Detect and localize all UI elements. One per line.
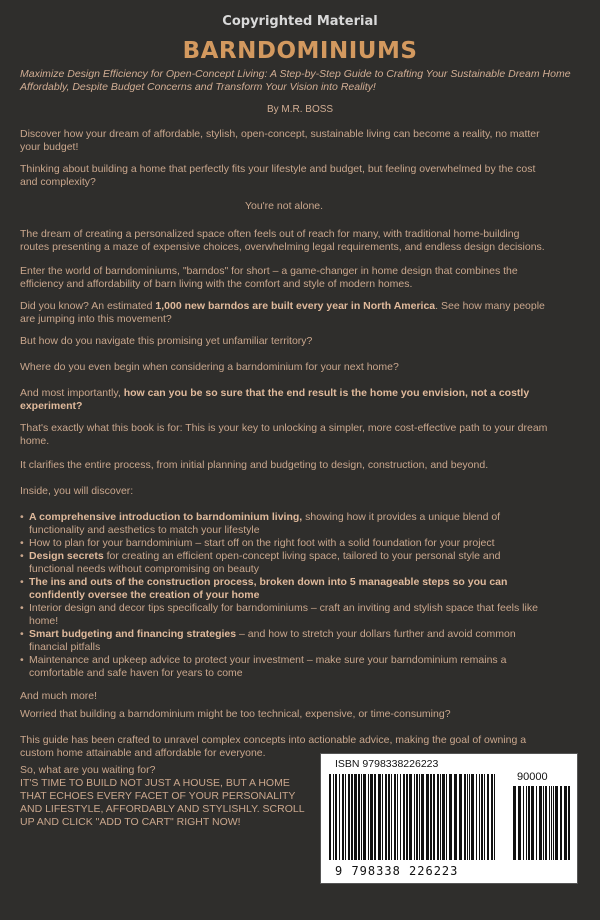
paragraph: But how do you navigate this promising yet unfamiliar territory? xyxy=(20,335,313,347)
paragraph: So, what are you waiting for? xyxy=(20,764,156,776)
isbn-label: ISBN 9798338226223 xyxy=(335,758,439,770)
copyright-watermark: Copyrighted Material xyxy=(222,14,378,29)
list-item: • The ins and outs of the construction process, broken down into 5 manageable steps so you can confidently oversee the creation of your home xyxy=(29,576,548,602)
paragraph: And much more! xyxy=(20,690,98,702)
author-line: By M.R. BOSS xyxy=(266,104,334,115)
paragraph: Discover how your dream of affordable, stylish, open-concept, sustainable living can become a reality, no matter your budget! xyxy=(20,128,540,153)
price-code: 90000 xyxy=(517,771,548,783)
book-subtitle: Maximize Design Efficiency for Open-Concept Living: A Step-by-Step Guide to Crafting Your Sustainable Dream Home Affordably, Despite Budget Concerns and Transform Your Vision into Reality! xyxy=(20,68,571,93)
book-title: BARNDOMINIUMS xyxy=(182,38,418,64)
isbn-barcode xyxy=(320,753,578,884)
paragraph: Where do you even begin when considering a barndominium for your next home? xyxy=(20,361,399,373)
blurb-body xyxy=(20,128,548,838)
list-item: • Maintenance and upkeep advice to protect your investment – make sure your barndominium remains a comfortable and safe haven for years to come xyxy=(29,654,548,680)
paragraph: Inside, you will discover: xyxy=(20,485,134,497)
paragraph: And most importantly, how can you be so sure that the end result is the home you envision, not a costly experiment? xyxy=(20,387,530,412)
list-item: • Interior design and decor tips specifically for barndominiums – craft an inviting and stylish space that feels like home! xyxy=(29,602,548,628)
list-item: • How to plan for your barndominium – start off on the right foot with a solid foundation for your project xyxy=(29,537,548,550)
paragraph: You're not alone. xyxy=(244,200,324,212)
paragraph: Enter the world of barndominiums, "barndos" for short – a game-changer in home design that combines the efficiency and affordability of barn living with the comfort and style of modern homes. xyxy=(20,265,518,290)
feature-list xyxy=(20,511,548,680)
list-item: • Design secrets for creating an efficient open-concept living space, tailored to your personal style and functional needs without compromising on beauty xyxy=(29,550,548,576)
call-to-action: IT'S TIME TO BUILD NOT JUST A HOUSE, BUT A HOME THAT ECHOES EVERY FACET OF YOUR PERSONALITY AND LIFESTYLE, AFFORDABLY AND STYLISHLY. SCROLL UP AND CLICK "ADD TO CART" RIGHT NOW! xyxy=(20,777,305,828)
paragraph: Worried that building a barndominium might be too technical, expensive, or time-consuming? xyxy=(20,708,451,720)
highlight-text: how can you be so sure that the end result is the home you envision, not a costly experiment? xyxy=(20,387,530,412)
list-item: • Smart budgeting and financing strategies – and how to stretch your dollars further and avoid common financial pitfalls xyxy=(29,628,548,654)
paragraph: That's exactly what this book is for: This is your key to unlocking a simpler, more cost-effective path to your dream home. xyxy=(20,422,548,447)
paragraph: Thinking about building a home that perfectly fits your lifestyle and budget, but feeling overwhelmed by the cost and complexity? xyxy=(20,163,536,188)
paragraph: Did you know? An estimated 1,000 new barndos are built every year in North America. See how many people are jumping into this movement? xyxy=(20,300,545,325)
highlight-text: 1,000 new barndos are built every year in North America xyxy=(155,300,436,312)
paragraph: This guide has been crafted to unravel complex concepts into actionable advice, making the goal of owning a custom home attainable and affordable for everyone. xyxy=(20,734,527,759)
paragraph: The dream of creating a personalized space often feels out of reach for many, with traditional home-building routes presenting a maze of expensive choices, overwhelming legal requirements, and endless design decisions. xyxy=(20,228,545,253)
paragraph: It clarifies the entire process, from initial planning and budgeting to design, construction, and beyond. xyxy=(20,459,489,471)
list-item: • A comprehensive introduction to barndominium living, showing how it provides a unique blend of functionality and aesthetics to match your lifestyle xyxy=(29,511,548,537)
isbn-digits: 9 798338 226223 xyxy=(335,864,459,878)
